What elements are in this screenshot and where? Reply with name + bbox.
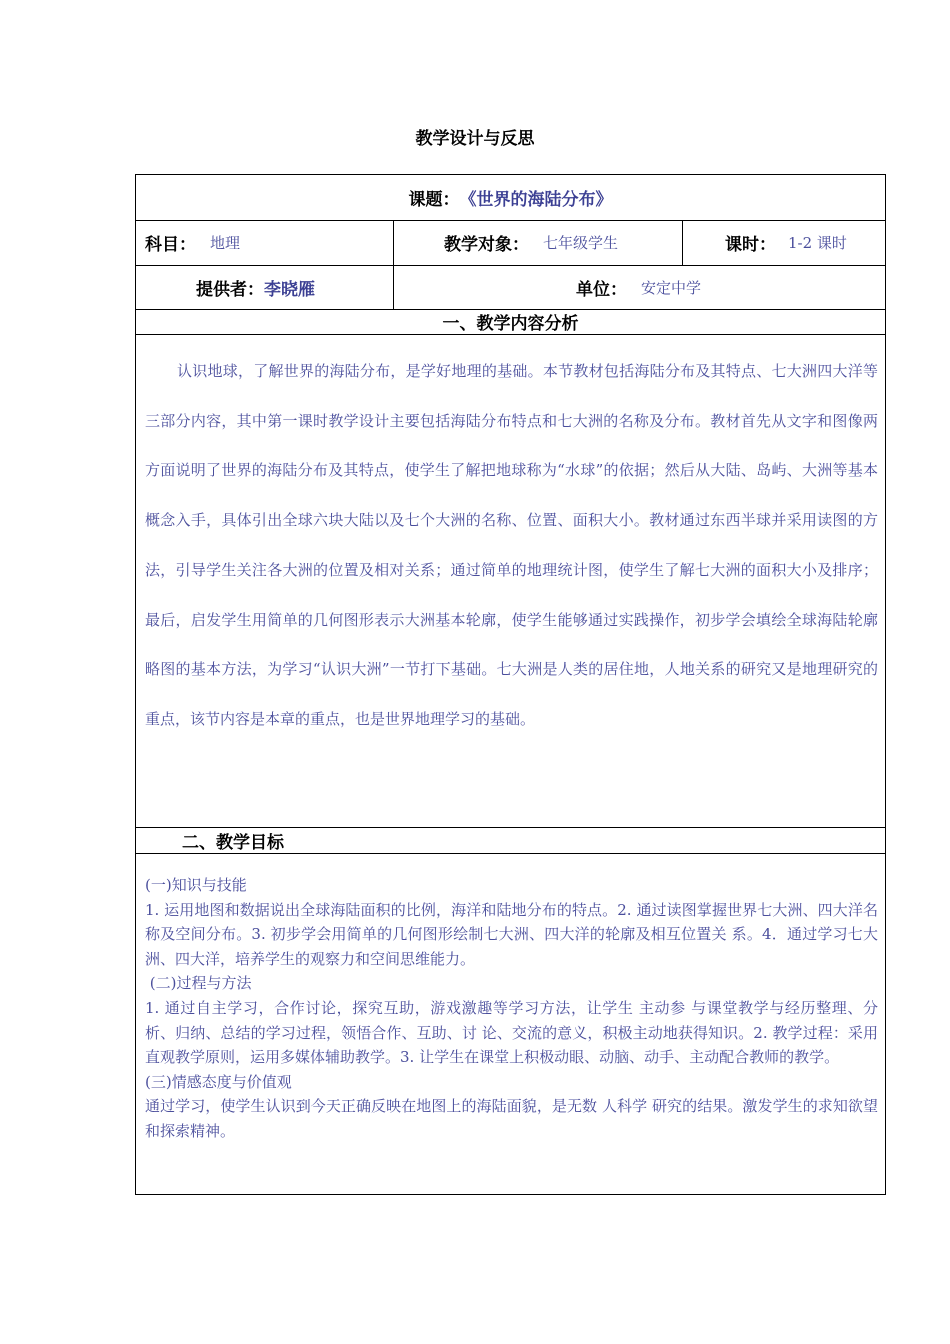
goal-subtitle-process: (二)过程与方法 — [145, 974, 252, 993]
teaching-goals — [145, 873, 878, 1144]
section1-heading: 一、教学内容分析 — [442, 314, 579, 334]
page-title: 教学设计与反思 — [415, 129, 535, 149]
goal-subtitle-knowledge: (一)知识与技能 — [145, 876, 247, 894]
provider-label: 提供者： — [196, 279, 264, 300]
unit-cell — [576, 265, 701, 309]
goal-subtitle-attitude: (三)情感态度与价值观 — [145, 1072, 292, 1091]
goal-text-knowledge: 1. 运用地图和数据说出全球海陆面积的比例，海洋和陆地分布的特点。2. 通过读图掌握世界七大洲、四大洋名称及空间分布。3. 初步学会用简单的几何图形绘制七大洲、四大洋的轮廓及相互位置关 系。4．通过学习七大洲、四大洋，培养学生的观察力和空间思维能力。 — [145, 900, 878, 968]
audience-label: 教学对象： — [444, 235, 529, 255]
unit-value: 安定中学 — [641, 278, 702, 297]
subject-value: 地理 — [210, 234, 241, 252]
subject-label: 科目： — [145, 235, 196, 255]
table-column-divider — [682, 220, 683, 265]
provider-cell — [196, 265, 315, 309]
content-analysis-paragraph: 认识地球，了解世界的海陆分布，是学好地理的基础。本节教材包括海陆分布及其特点、七大洲四大洋等三部分内容，其中第一课时教学设计主要包括海陆分布特点和七大洲的名称及分布。教材首先从文字和图像两方面说明了世界的海陆分布及其特点，使学生了解把地球称为“水球”的依据；然后从大陆、岛屿、大洲等基本概念入手，具体引出全球六块大陆以及七个大洲的名称、位置、面积大小。教材通过东西半球并采用读图的方法，引导学生关注各大洲的位置及相对关系；通过简单的地理统计图，使学生了解七大洲的面积大小及排序；最后，启发学生用简单的几何图形表示大洲基本轮廓，使学生能够通过实践操作，初步学会填绘全球海陆轮廓略图的基本方法，为学习“认识大洲”一节打下基础。七大洲是人类的居住地，人地关系的研究又是地理研究的重点，该节内容是本章的重点，也是世界地理学习的基础。 — [145, 362, 878, 728]
table-column-divider — [393, 220, 394, 310]
hours-cell — [725, 220, 847, 265]
provider-value: 李晓雁 — [264, 279, 315, 300]
goal-text-attitude: 通过学习，使学生认识到今天正确反映在地图上的海陆面貌，是无数 人科学 研究的结果。激发学生的求知欲望和探索精神。 — [145, 1097, 878, 1140]
hours-label: 课时： — [725, 235, 776, 255]
unit-label: 单位： — [576, 279, 627, 300]
subject-cell — [145, 220, 240, 265]
topic-label: 课题： — [408, 189, 460, 210]
topic-value: 《世界的海陆分布》 — [459, 189, 613, 210]
topic-cell — [135, 174, 886, 220]
table-divider — [135, 334, 886, 335]
goal-text-process: 1. 通过自主学习，合作讨论，探究互助，游戏激趣等学习方法，让学生 主动参 与课堂教学与经历整理、分析、归纳、总结的学习过程，领悟合作、互助、讨 论、交流的意义，积极主动地获得知识。2. 教学过程：采用直观教学原则，运用多媒体辅助教学。3. 让学生在课堂上积极动眼、动脑、动手、主动配合教师的教学。 — [145, 998, 878, 1067]
audience-value: 七年级学生 — [543, 234, 619, 252]
section2-heading: 二、教学目标 — [182, 832, 284, 853]
hours-value: 1-2 课时 — [788, 234, 847, 252]
table-divider — [135, 853, 886, 854]
audience-cell — [444, 220, 618, 265]
